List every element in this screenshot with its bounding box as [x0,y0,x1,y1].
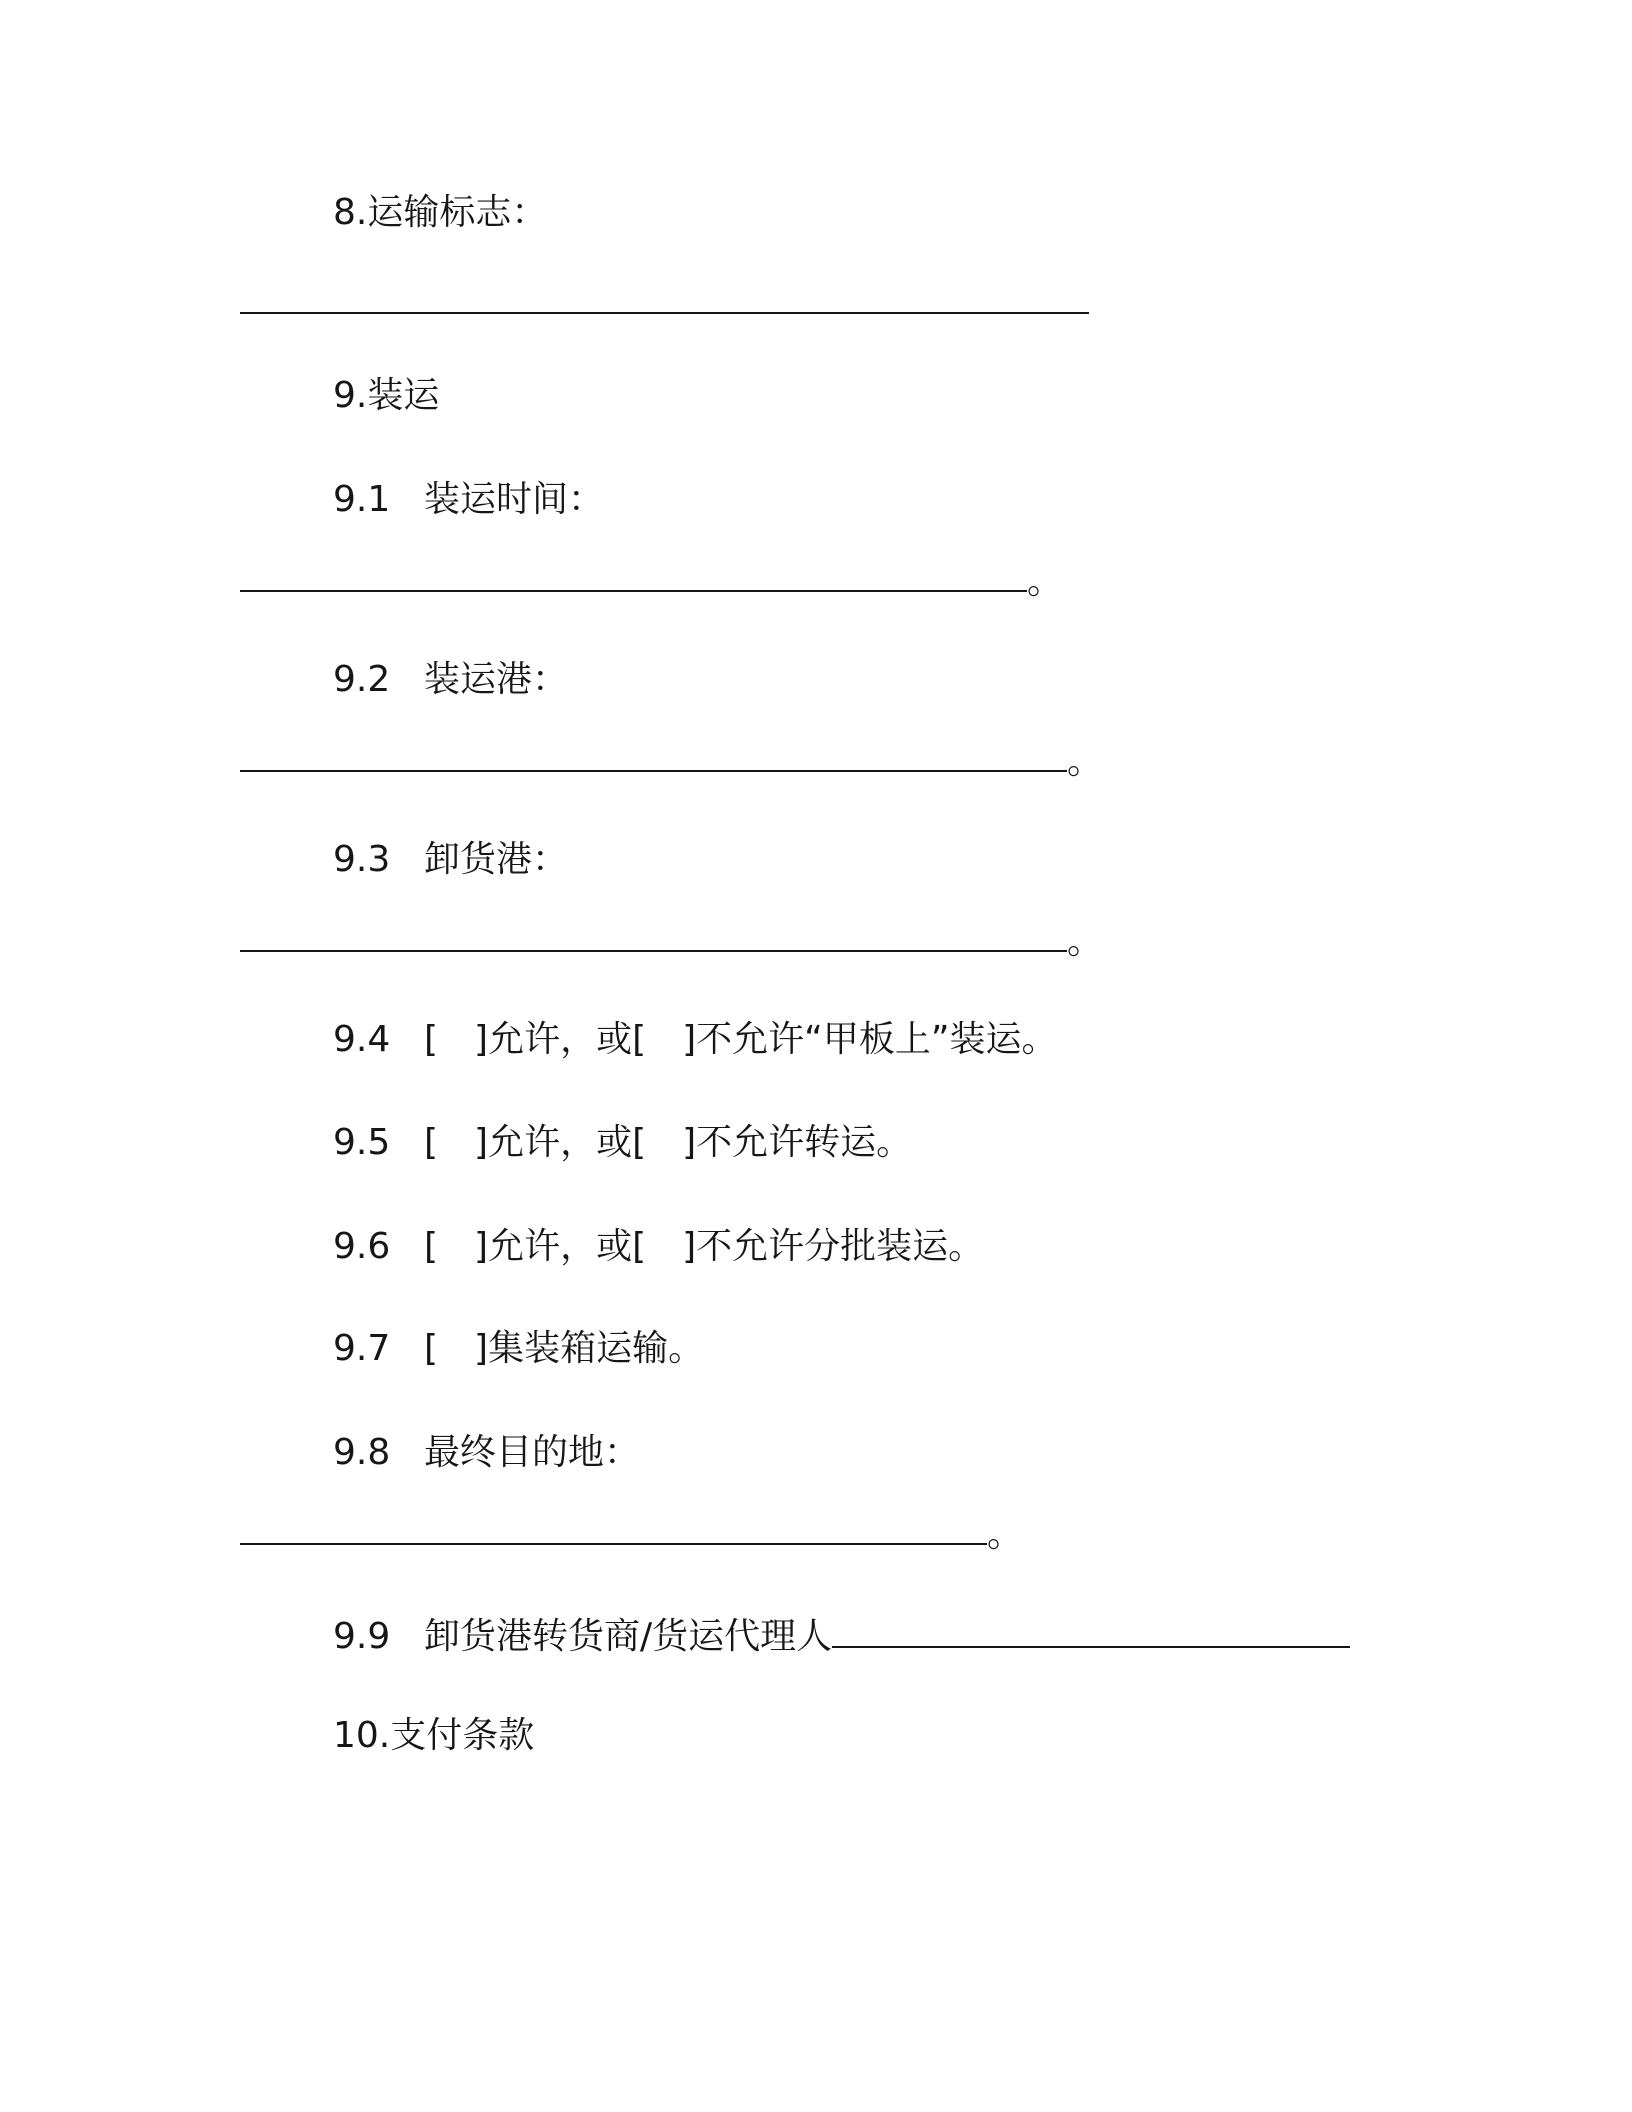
final-destination-blank [240,1501,1024,1555]
clause-number: 9.7 [333,1328,391,1369]
clause-9-9 [333,1613,1350,1661]
clause-label: [ ]允许，或[ ]不允许转运。 [424,1122,913,1163]
blank-line [240,770,1067,772]
clause-9-3 [333,836,568,884]
clause-number: 9.1 [333,479,391,520]
period-mark: 。 [1067,921,1104,962]
clause-number: 9.8 [333,1432,391,1473]
blank-line [240,590,1027,592]
discharge-port-blank [240,908,1104,962]
clause-number: 9.2 [333,659,391,700]
clause-9-5 [333,1119,912,1167]
clause-label: 装运时间： [424,479,605,520]
clause-9-6 [333,1223,984,1271]
loading-port-blank [240,728,1104,782]
clause-number: 9.4 [333,1019,391,1060]
clause-number: 9.5 [333,1122,391,1163]
period-mark: 。 [1027,561,1064,602]
clause-9-2 [333,656,568,704]
blank-line [240,950,1067,952]
shipping-marks-blank [240,270,1089,314]
clause-label: [ ]允许，或[ ]不允许“甲板上”装运。 [424,1019,1058,1060]
blank-line [240,1543,987,1545]
clause-label: [ ]集装箱运输。 [424,1328,705,1369]
clause-9-1 [333,476,604,524]
clause-number: 9.6 [333,1226,391,1267]
section-9-heading: 9.装运 [333,375,440,416]
clause-label: 最终目的地： [424,1432,641,1473]
period-mark: 。 [1067,741,1104,782]
clause-label: 卸货港： [424,839,569,880]
forwarder-blank-line [832,1616,1350,1648]
clause-9-4 [333,1016,1057,1064]
clause-label: 卸货港转货商/货运代理人 [424,1616,833,1657]
clause-9-8 [333,1429,640,1477]
clause-number: 9.3 [333,839,391,880]
clause-number: 9.9 [333,1616,391,1657]
section-8-heading: 8.运输标志： [333,192,548,233]
clause-label: 装运港： [424,659,569,700]
clause-label: [ ]允许，或[ ]不允许分批装运。 [424,1226,985,1267]
period-mark: 。 [987,1514,1024,1555]
shipment-time-blank [240,548,1064,602]
clause-9-7 [333,1325,704,1373]
section-10-heading: 10.支付条款 [333,1715,535,1756]
blank-line [240,312,1089,314]
